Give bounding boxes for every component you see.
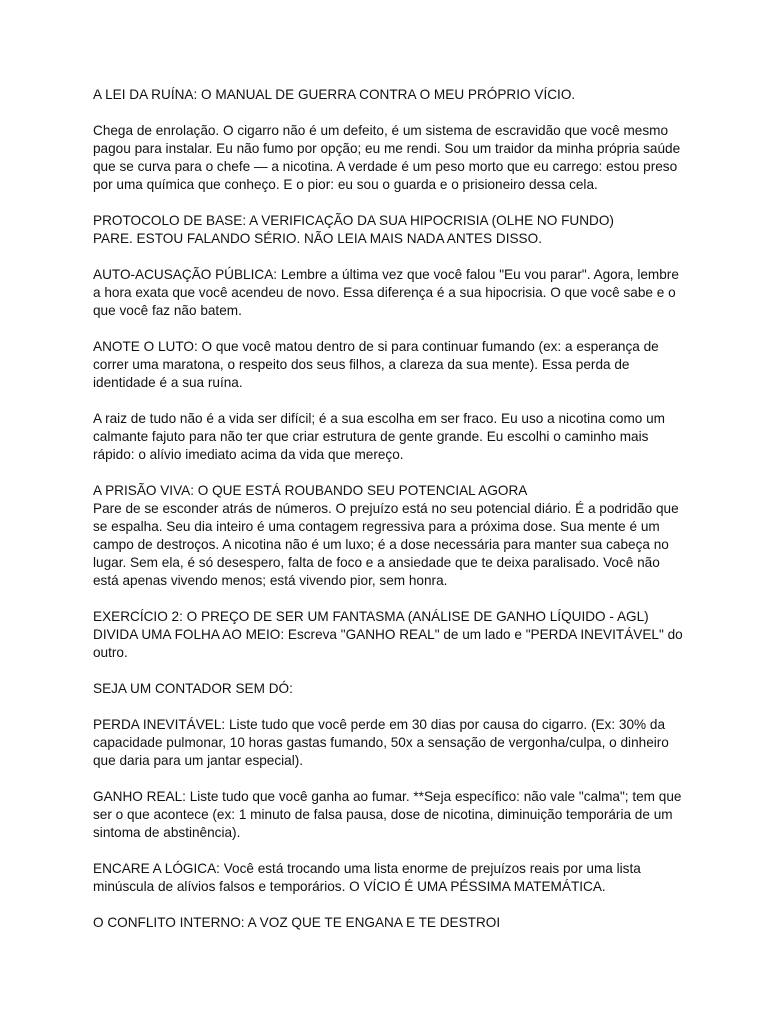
protocol-heading: PROTOCOLO DE BASE: A VERIFICAÇÃO DA SUA HIPOCRISIA (OLHE NO FUNDO): [93, 213, 614, 228]
prisao-viva-section: [93, 482, 683, 590]
document-body: [93, 86, 683, 950]
ganho-real-paragraph: GANHO REAL: Liste tudo que você ganha ao fumar. **Seja específico: não vale "calma"; tem que ser o que acontece (ex: 1 minuto de falsa pausa, dose de nicotina, diminuição temporária de um sintoma de abstinência).: [93, 789, 682, 840]
document-title: A LEI DA RUÍNA: O MANUAL DE GUERRA CONTRA O MEU PRÓPRIO VÍCIO.: [93, 87, 576, 102]
encare-a-logica-paragraph: ENCARE A LÓGICA: Você está trocando uma lista enorme de prejuízos reais por uma lista minúscula de alívios falsos e temporários. O VÍCIO É UMA PÉSSIMA MATEMÁTICA.: [93, 861, 641, 894]
exercicio-2-section: [93, 608, 683, 662]
contador-paragraph: SEJA UM CONTADOR SEM DÓ:: [93, 681, 293, 696]
perda-inevitavel-paragraph: PERDA INEVITÁVEL: Liste tudo que você perde em 30 dias por causa do cigarro. (Ex: 30% da capacidade pulmonar, 10 horas gastas fumando, 50x a sensação de vergonha/culpa, o dinheiro que daria para um jantar especial).: [93, 717, 669, 768]
auto-acusacao-paragraph: AUTO-ACUSAÇÃO PÚBLICA: Lembre a última vez que você falou "Eu vou parar". Agora, lembre a hora exata que você acendeu de novo. Essa diferença é a sua hipocrisia. O que você sabe e o que você faz não batem.: [93, 267, 679, 318]
anote-o-luto-paragraph: ANOTE O LUTO: O que você matou dentro de si para continuar fumando (ex: a esperança de correr uma maratona, o respeito dos seus filhos, a clareza da sua mente). Essa perda de identidade é a sua ruína.: [93, 339, 659, 390]
raiz-paragraph: A raiz de tudo não é a vida ser difícil; é a sua escolha em ser fraco. Eu uso a nicotina como um calmante fajuto para não ter que criar estrutura de gente grande. Eu escolhi o caminho mais rápido: o alívio imediato acima da vida que mereço.: [93, 411, 665, 462]
exercicio-2-body: DIVIDA UMA FOLHA AO MEIO: Escreva "GANHO REAL" de um lado e "PERDA INEVITÁVEL" do outro.: [93, 627, 683, 660]
exercicio-2-heading: EXERCÍCIO 2: O PREÇO DE SER UM FANTASMA (ANÁLISE DE GANHO LÍQUIDO - AGL): [93, 609, 649, 624]
protocol-instruction: PARE. ESTOU FALANDO SÉRIO. NÃO LEIA MAIS NADA ANTES DISSO.: [93, 231, 542, 246]
intro-paragraph: Chega de enrolação. O cigarro não é um defeito, é um sistema de escravidão que você mesmo pagou para instalar. Eu não fumo por opção; eu me rendi. Sou um traidor da minha própria saúde que se curva para o chefe — a nicotina. A verdade é um peso morto que eu carrego: estou preso por uma química que conheço. E o pior: eu sou o guarda e o prisioneiro dessa cela.: [93, 123, 681, 192]
prisao-viva-body: Pare de se esconder atrás de números. O prejuízo está no seu potencial diário. É a podridão que se espalha. Seu dia inteiro é uma contagem regressiva para a próxima dose. Sua mente é um campo de destroços. A nicotina não é um luxo; é a dose necessária para manter sua cabeça no lugar. Sem ela, é só desespero, falta de foco e a ansiedade que te deixa paralisado. Você não está apenas vivendo menos; está vivendo pior, sem honra.: [93, 501, 679, 588]
prisao-viva-heading: A PRISÃO VIVA: O QUE ESTÁ ROUBANDO SEU POTENCIAL AGORA: [93, 483, 528, 498]
protocol-section: [93, 212, 683, 248]
conflito-interno-heading: O CONFLITO INTERNO: A VOZ QUE TE ENGANA E TE DESTROI: [93, 915, 501, 930]
